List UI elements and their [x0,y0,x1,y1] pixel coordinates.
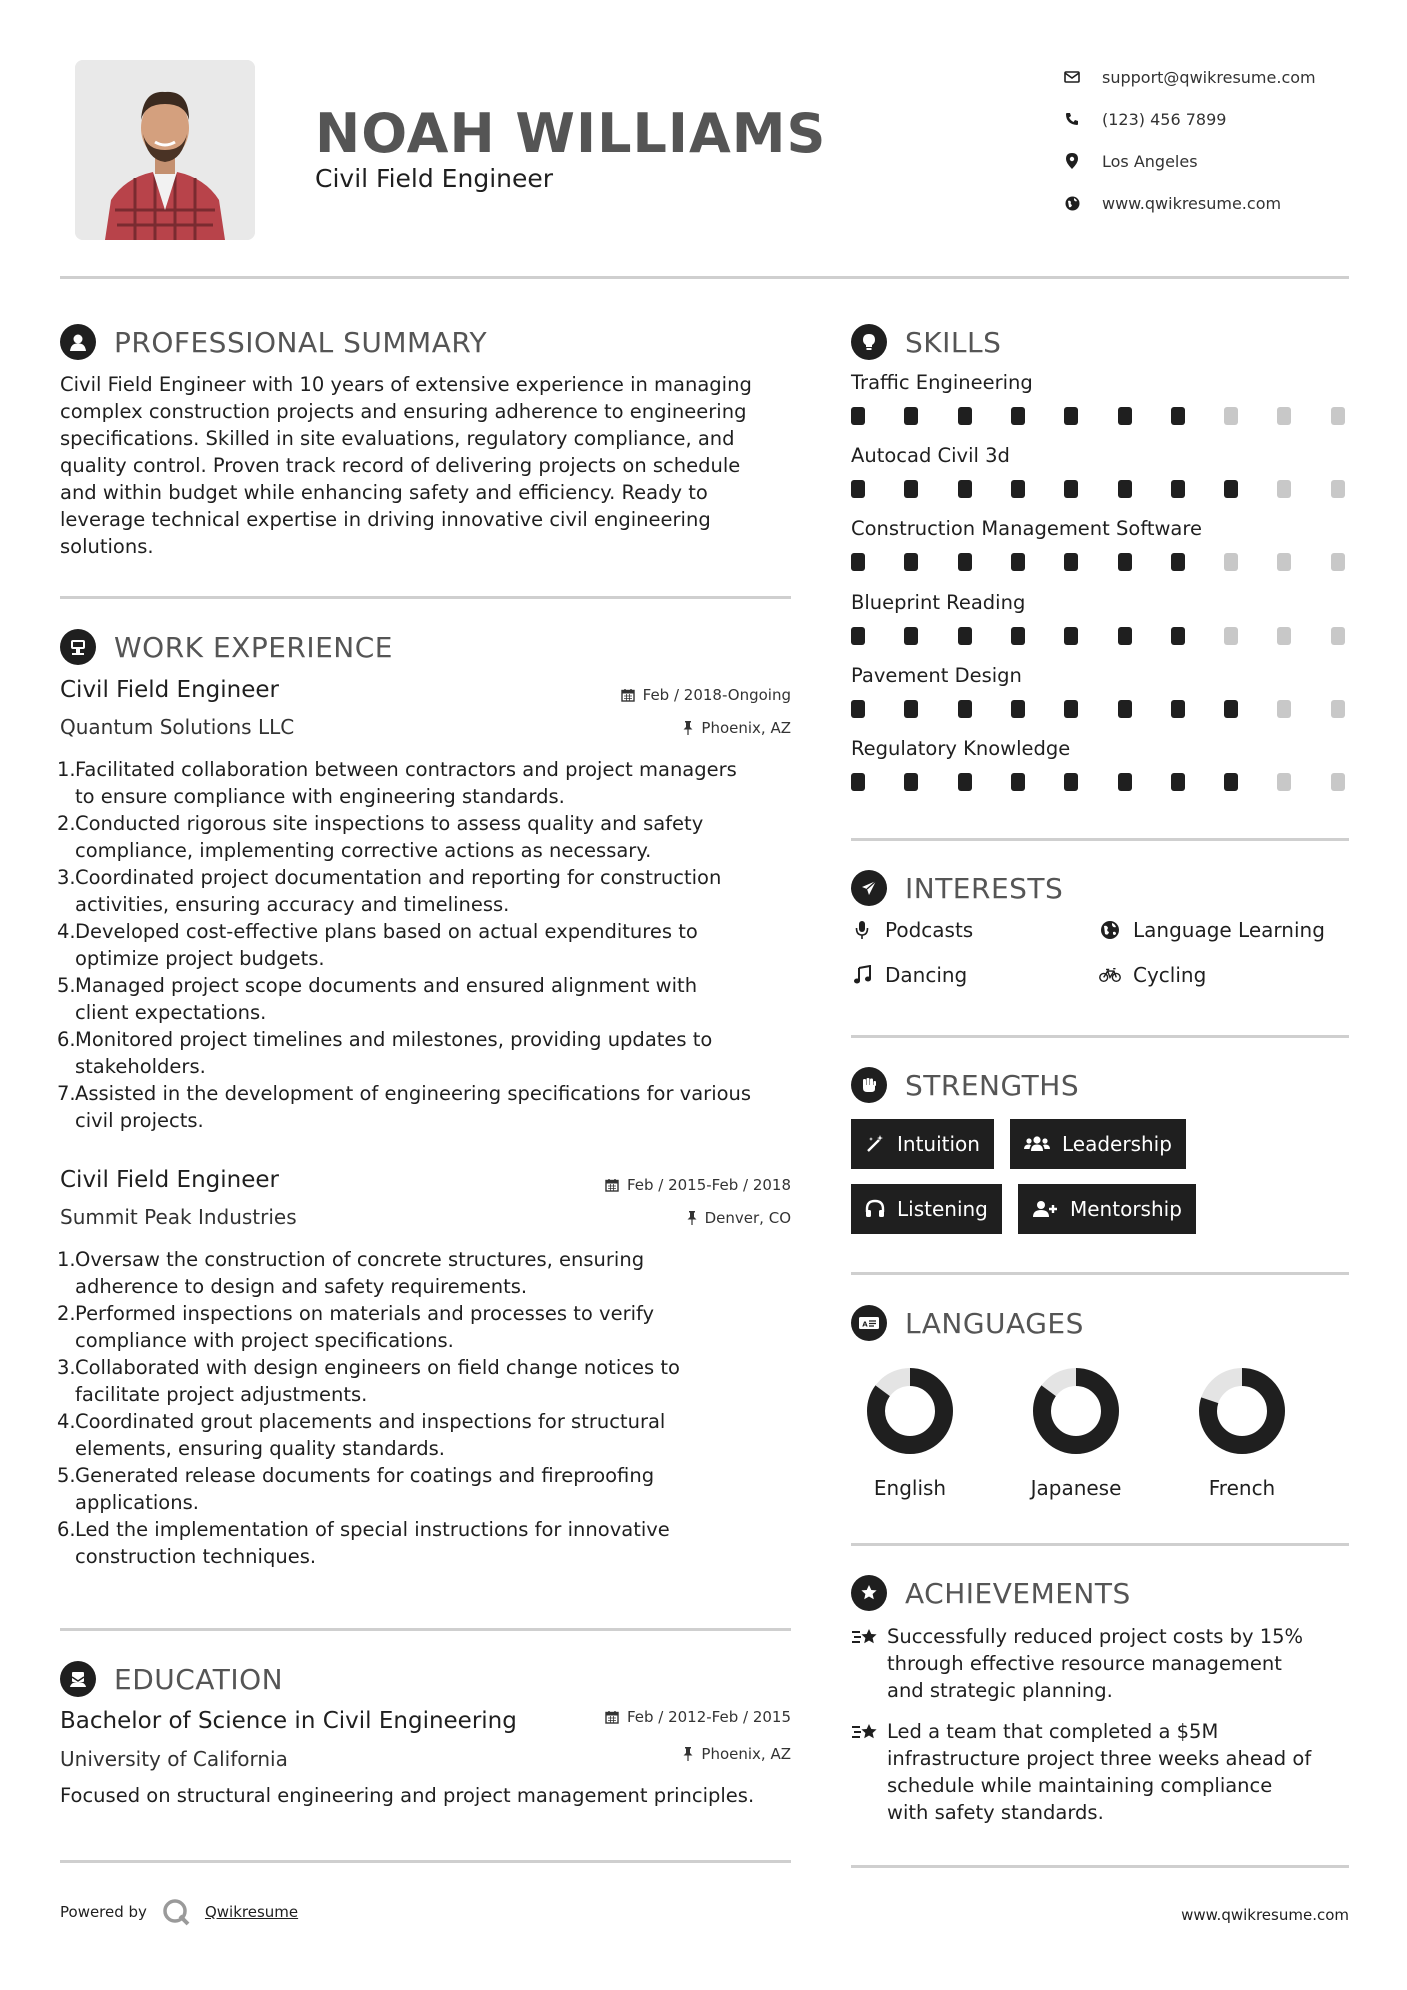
rating-dot-filled [1171,627,1185,645]
job-1-company: Quantum Solutions LLC [60,715,295,739]
rating-dot-filled [958,480,972,498]
list-item: 2. Performed inspections on materials and processes to verify compliance with project specifications. [57,1302,655,1352]
rating-dot-filled [1171,480,1185,498]
education-school: University of California [60,1747,288,1771]
list-item: 1. Oversaw the construction of concrete structures, ensuring adherence to design and safety requirements. [57,1248,645,1298]
rating-dot-filled [1011,480,1025,498]
rating-dot-filled [958,553,972,571]
rating-dot-filled [1011,407,1025,425]
skill-rating [851,773,1349,795]
globe-icon [1062,193,1082,213]
interest-item: Dancing [851,963,967,987]
rating-dot-filled [1064,700,1078,718]
job-2-duties [57,1246,802,1570]
interest-item: Cycling [1099,963,1206,987]
lightbulb-icon [851,324,887,360]
list-item: 5. Generated release documents for coatings and fireproofing applications. [57,1464,655,1514]
rating-dot-empty [1277,627,1291,645]
rating-dot-filled [904,553,918,571]
language-item: Japanese [1011,1364,1141,1500]
language-proficiency-ring [1029,1364,1123,1458]
skill-item: Pavement Design [851,664,1349,722]
rating-dot-filled [1118,407,1132,425]
rating-dot-empty [1277,700,1291,718]
briefcase-icon [60,629,96,665]
languages-divider [851,1543,1349,1546]
education-heading: EDUCATION [60,1661,283,1697]
interest-item: Podcasts [851,918,973,942]
rating-dot-filled [958,407,972,425]
job-1-duties [57,756,802,1134]
language-item: English [845,1364,975,1500]
rating-dot-filled [1171,407,1185,425]
paper-plane-icon [851,870,887,906]
education-dates: Feb / 2012-Feb / 2015 [500,1708,791,1726]
job-2-location: Denver, CO [500,1209,791,1227]
rating-dot-empty [1224,407,1238,425]
pushpin-icon [687,1211,697,1225]
graduation-icon [60,1661,96,1697]
rating-dot-empty [1277,480,1291,498]
skill-rating [851,407,1349,429]
profile-photo [75,60,255,240]
list-item: 4. Coordinated grout placements and inspections for structural elements, ensuring quality standards. [57,1410,666,1460]
rating-dot-filled [851,700,865,718]
rating-dot-filled [958,627,972,645]
rating-dot-empty [1331,627,1345,645]
calendar-icon [621,688,635,702]
rating-dot-filled [851,773,865,791]
list-item: 5. Managed project scope documents and ensured alignment with client expectations. [57,974,698,1024]
candidate-title: Civil Field Engineer [315,164,554,193]
summary-text: Civil Field Engineer with 10 years of extensive experience in managing complex construction projects and ensuring adherence to engineering specifications. Skilled in site evaluations, regulatory compliance, and quality control. Proven track record of delivering projects on schedule and within budget while enhancing safety and efficiency. Ready to leverage technical expertise in driving innovative civil engineering solutions. [60,373,752,558]
rating-dot-filled [851,627,865,645]
job-2-company: Summit Peak Industries [60,1205,297,1229]
fist-icon [851,1067,887,1103]
magic-wand-icon [865,1134,885,1154]
strengths-divider [851,1272,1349,1275]
rating-dot-filled [1064,627,1078,645]
svg-text:A: A [862,1320,868,1329]
skills-divider [851,838,1349,841]
list-item: 1. Facilitated collaboration between contractors and project managers to ensure compliance with engineering standards. [57,758,737,808]
header-divider [60,276,1349,279]
rating-dot-filled [904,407,918,425]
music-note-icon [851,964,873,986]
rating-dot-filled [904,773,918,791]
interests-heading: INTERESTS [851,870,1063,906]
qwikresume-logo-icon [161,1897,191,1927]
list-item: 6. Monitored project timelines and milestones, providing updates to stakeholders. [57,1028,713,1078]
user-icon [60,324,96,360]
pushpin-icon [683,1747,693,1761]
rating-dot-filled [904,627,918,645]
strengths-heading: STRENGTHS [851,1067,1079,1103]
skill-rating [851,480,1349,502]
rating-dot-filled [904,480,918,498]
rating-dot-filled [1064,773,1078,791]
rating-dot-empty [1224,627,1238,645]
rating-dot-empty [1277,553,1291,571]
microphone-icon [851,919,873,941]
rating-dot-filled [1064,407,1078,425]
contact-info [1062,56,1316,224]
phone-icon [1062,109,1082,129]
footer-powered-by: Powered by Qwikresume [60,1897,298,1927]
strength-badge: Intuition [851,1119,994,1169]
skill-rating [851,553,1349,575]
experience-divider [60,1628,791,1631]
experience-heading: WORK EXPERIENCE [60,629,393,665]
contact-location: Los Angeles [1062,140,1316,182]
skill-rating [851,627,1349,649]
list-item: 7. Assisted in the development of engineering specifications for various civil projects. [57,1082,752,1132]
achievement-item: Led a team that completed a $5M infrastructure project three weeks ahead of schedule while maintaining compliance with safety standards. [851,1718,1351,1826]
education-description: Focused on structural engineering and project management principles. [60,1784,755,1807]
rating-dot-filled [1011,700,1025,718]
rating-dot-empty [1331,700,1345,718]
education-divider [60,1860,791,1863]
shooting-star-icon [851,1718,887,1826]
id-card-icon [851,1305,887,1341]
strength-badge: Listening [851,1184,1002,1234]
contact-email[interactable]: support@qwikresume.com [1062,56,1316,98]
job-2-title: Civil Field Engineer [60,1167,279,1193]
job-1-title: Civil Field Engineer [60,677,279,703]
rating-dot-filled [1171,700,1185,718]
rating-dot-filled [1064,480,1078,498]
rating-dot-filled [1011,627,1025,645]
rating-dot-filled [904,700,918,718]
rating-dot-empty [1331,773,1345,791]
strength-badge: Leadership [1010,1119,1186,1169]
rating-dot-filled [1224,480,1238,498]
skill-item: Traffic Engineering [851,371,1349,429]
rating-dot-filled [1064,553,1078,571]
interest-item: Language Learning [1099,918,1325,942]
shooting-star-icon [851,1623,887,1704]
qwikresume-link[interactable]: Qwikresume [204,1903,299,1921]
rating-dot-filled [851,553,865,571]
contact-website[interactable]: www.qwikresume.com [1062,182,1316,224]
education-degree: Bachelor of Science in Civil Engineering [60,1708,517,1734]
list-item: 3. Coordinated project documentation and reporting for construction activities, ensuring accuracy and timeliness. [57,866,722,916]
summary-divider [60,596,791,599]
list-item: 3. Collaborated with design engineers on field change notices to facilitate project adjustments. [57,1356,680,1406]
list-item: 6. Led the implementation of special instructions for innovative construction techniques. [57,1518,670,1568]
award-star-icon [851,1575,887,1611]
skill-item: Blueprint Reading [851,591,1349,649]
achievements-divider [851,1865,1349,1868]
skills-heading: SKILLS [851,324,1001,360]
rating-dot-filled [1118,553,1132,571]
map-pin-icon [1062,151,1082,171]
footer-website[interactable]: www.qwikresume.com [1181,1906,1349,1924]
interests-divider [851,1035,1349,1038]
list-item: 4. Developed cost-effective plans based on actual expenditures to optimize project budgets. [57,920,698,970]
rating-dot-filled [1118,627,1132,645]
job-1-location: Phoenix, AZ [500,719,791,737]
rating-dot-empty [1331,407,1345,425]
rating-dot-empty [1331,480,1345,498]
language-proficiency-ring [863,1364,957,1458]
rating-dot-empty [1277,773,1291,791]
skill-item: Regulatory Knowledge [851,737,1349,795]
rating-dot-empty [1277,407,1291,425]
achievement-item: Successfully reduced project costs by 15% through effective resource management and strategic planning. [851,1623,1351,1704]
rating-dot-filled [958,773,972,791]
rating-dot-filled [1011,773,1025,791]
rating-dot-filled [1118,480,1132,498]
rating-dot-filled [1224,773,1238,791]
bicycle-icon [1099,964,1121,986]
strength-badge: Mentorship [1018,1184,1196,1234]
rating-dot-filled [958,700,972,718]
languages-heading: A LANGUAGES [851,1305,1084,1341]
rating-dot-filled [1011,553,1025,571]
rating-dot-filled [1171,773,1185,791]
job-1-dates: Feb / 2018-Ongoing [500,686,791,704]
calendar-icon [605,1710,619,1724]
users-icon [1024,1134,1050,1154]
education-location: Phoenix, AZ [500,1745,791,1763]
rating-dot-empty [1331,553,1345,571]
achievements-heading: ACHIEVEMENTS [851,1575,1131,1611]
globe-icon [1099,919,1121,941]
skill-item: Construction Management Software [851,517,1349,575]
candidate-name: NOAH WILLIAMS [315,102,827,165]
language-proficiency-ring [1195,1364,1289,1458]
skill-rating [851,700,1349,722]
rating-dot-empty [1224,553,1238,571]
envelope-icon [1062,67,1082,87]
pushpin-icon [683,721,693,735]
contact-phone[interactable]: (123) 456 7899 [1062,98,1316,140]
user-plus-icon [1032,1199,1058,1219]
rating-dot-filled [1118,700,1132,718]
job-2-dates: Feb / 2015-Feb / 2018 [500,1176,791,1194]
rating-dot-filled [851,480,865,498]
rating-dot-filled [1171,553,1185,571]
summary-heading: PROFESSIONAL SUMMARY [60,324,487,360]
headphones-icon [865,1199,885,1219]
list-item: 2. Conducted rigorous site inspections to assess quality and safety compliance, implementing corrective actions as necessary. [57,812,704,862]
skill-item: Autocad Civil 3d [851,444,1349,502]
rating-dot-filled [1224,700,1238,718]
language-item: French [1177,1364,1307,1500]
rating-dot-filled [1118,773,1132,791]
rating-dot-filled [851,407,865,425]
calendar-icon [605,1178,619,1192]
